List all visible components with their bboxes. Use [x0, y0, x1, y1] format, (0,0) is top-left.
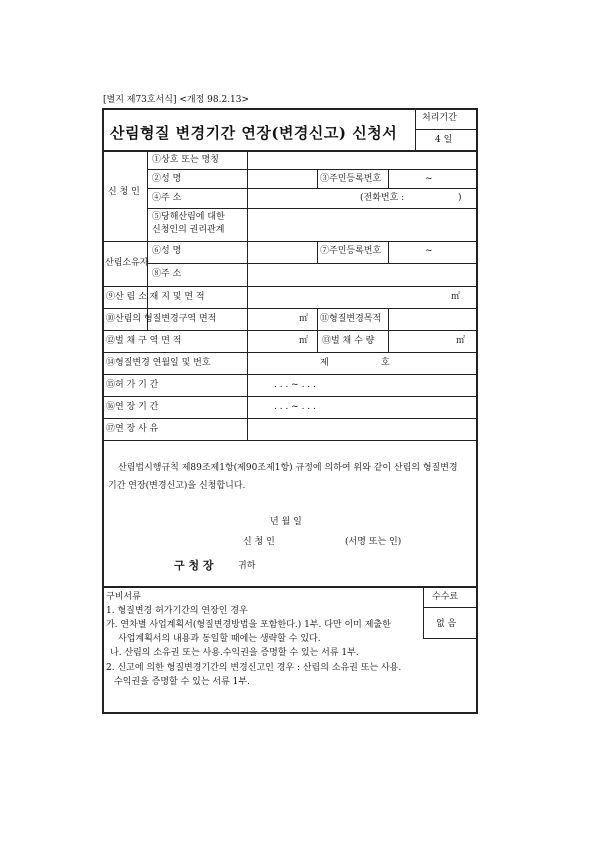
processing-period-label: 처리기간: [422, 113, 457, 123]
applicant-phone-label: (전화번호 :: [360, 193, 405, 203]
location-label: ⑨산 림 소 재 지 및 면 적: [106, 292, 205, 302]
fee-divider: [423, 586, 424, 638]
permit-period-label: ⑮허 가 기 간: [106, 380, 159, 390]
rule: [102, 241, 478, 242]
felling-area-unit: ㎡: [299, 336, 309, 346]
rule: [147, 263, 477, 264]
attachments-header: 구비서류: [106, 592, 141, 602]
attachment-item-1a-line-1: 가. 연차별 사업계획서(형질변경방법을 포함한다.) 1부. 다만 이미 제출한: [106, 620, 391, 630]
owner-id-label: ⑦주민등록번호: [320, 246, 382, 256]
extension-reason-label: ⑰연 장 사 유: [106, 424, 159, 434]
recipient-honorific: 귀하: [238, 561, 256, 571]
applicant-rights-label-2: 신청인의 권리관계: [152, 225, 225, 235]
signer-label: 신 청 인: [243, 537, 275, 547]
signature-note: (서명 또는 인): [345, 537, 402, 547]
rule: [102, 352, 478, 353]
applicant-group-label: 신 청 인: [108, 187, 140, 197]
rule: [102, 374, 478, 375]
owner-group-label: 산림소유자: [105, 258, 149, 268]
applicant-address-label: ④주 소: [152, 193, 182, 203]
applicant-id-label: ③주민등록번호: [320, 174, 382, 184]
change-purpose-label: ⑪형질변경목적: [320, 314, 382, 324]
rule: [102, 396, 478, 397]
permit-period-value: . . . ~ . . .: [274, 380, 316, 390]
applicant-label-divider: [247, 150, 248, 241]
applicant-phone-close: ): [458, 193, 462, 203]
owner-person-label: ⑥성 명: [152, 246, 182, 256]
rule: [147, 208, 477, 209]
rule: [317, 241, 318, 263]
change-area-unit: ㎡: [299, 314, 309, 324]
rule: [102, 286, 478, 287]
form-number-note: [별지 제73호서식] <개정 98.2.13>: [103, 95, 250, 105]
rule: [147, 188, 477, 189]
statement-line-1: 산림법시행규칙 제89조제1항(제90조제1항) 규정에 의하여 위와 같이 산림의 형질변경: [118, 463, 458, 473]
owner-id-separator: ~: [425, 246, 433, 256]
processing-divider: [415, 129, 477, 130]
applicant-id-separator: ~: [425, 174, 433, 184]
group-col-divider: [147, 150, 148, 330]
rule: [102, 440, 478, 441]
attachment-item-1a-line-2: 사업계획서의 내용과 동일할 때에는 생략할 수 있다.: [118, 634, 321, 644]
border-left: [102, 108, 104, 713]
rule: [423, 607, 477, 608]
label-column-divider: [247, 286, 248, 440]
recipient: 구 청 장: [174, 559, 214, 572]
rule: [388, 169, 389, 188]
statement-line-2: 기간 연장(변경신고)을 신청합니다.: [108, 481, 246, 491]
felling-area-label: ⑫벌 채 구 역 면 적: [106, 336, 182, 346]
rule: [423, 638, 477, 639]
extension-period-label: ⑯연 장 기 간: [106, 402, 159, 412]
applicant-person-label: ②성 명: [152, 174, 182, 184]
application-form: [102, 108, 478, 713]
felling-quantity-label: ⑬벌 채 수 량: [322, 336, 375, 346]
application-date: 년 월 일: [270, 517, 302, 527]
extension-period-value: . . . ~ . . .: [274, 402, 316, 412]
form-title: 산림형질 변경기간 연장(변경신고) 신청서: [110, 124, 398, 142]
owner-address-label: ⑧주 소: [152, 269, 182, 279]
attachment-item-2-line-2: 수익권을 증명할 수 있는 서류 1부.: [114, 677, 250, 687]
title-bottom: [102, 150, 478, 152]
fee-value: 없 음: [436, 619, 457, 629]
rule: [102, 308, 478, 309]
change-date-suffix: 호: [381, 358, 390, 368]
location-unit: ㎡: [451, 292, 461, 302]
attachment-item-2-line-1: 2. 신고에 의한 형질변경기간의 변경신고인 경우 : 산림의 소유권 또는 사용.: [106, 663, 402, 673]
border-right: [476, 108, 478, 713]
rule: [102, 330, 478, 331]
rule: [147, 169, 477, 170]
change-date-label: ⑭형질변경 연월일 및 번호: [106, 358, 211, 368]
change-date-prefix: 제: [320, 358, 329, 368]
rule: [102, 586, 478, 588]
processing-period-value: 4 일: [435, 135, 453, 145]
applicant-name-label: ①상호 또는 명칭: [152, 155, 219, 165]
attachment-item-1b: 나. 산림의 소유권 또는 사용.수익권을 증명할 수 있는 서류 1부.: [110, 648, 359, 658]
attachment-item-1: 1. 형질변경 허가기간의 연장인 경우: [106, 606, 248, 616]
change-area-label: ⑩산림의 형질변경구역 면적: [106, 314, 217, 324]
fee-label: 수수료: [432, 592, 459, 602]
rule: [388, 241, 389, 263]
applicant-rights-label-1: ⑤당해산림에 대한: [152, 212, 225, 222]
rule: [317, 169, 318, 188]
border-bottom: [102, 712, 478, 714]
felling-quantity-unit: ㎡: [456, 336, 466, 346]
border-top: [102, 108, 478, 110]
rule: [102, 418, 478, 419]
